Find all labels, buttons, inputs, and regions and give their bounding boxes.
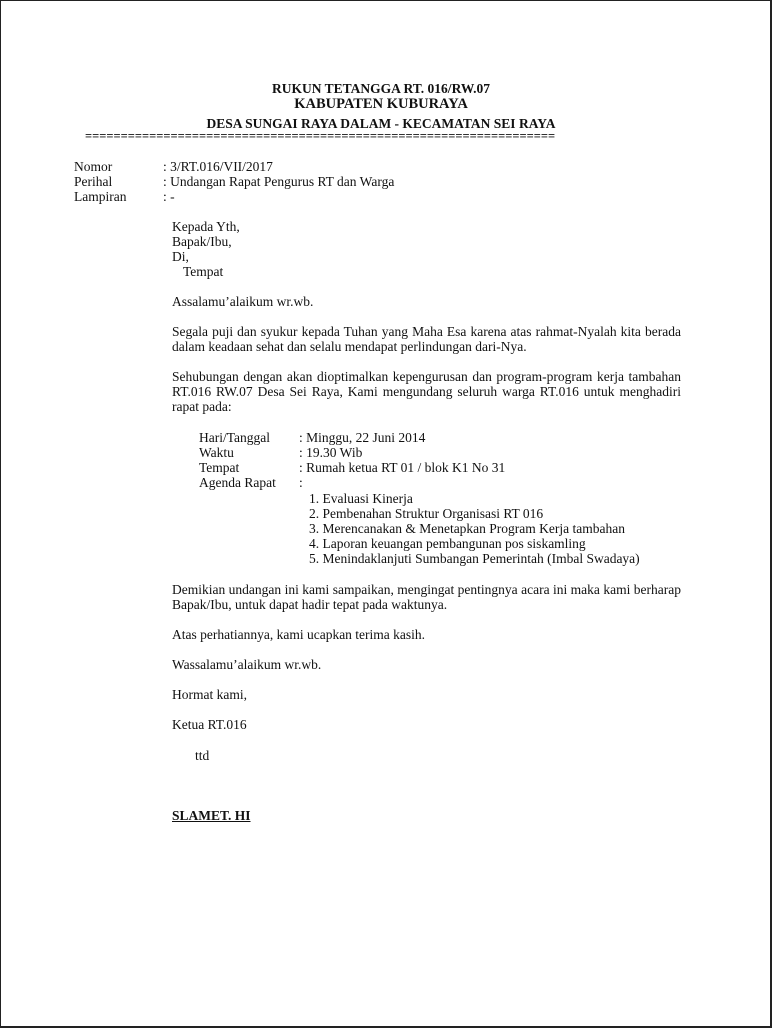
- address-line-2: Bapak/Ibu,: [172, 234, 232, 249]
- lampiran-label: Lampiran: [74, 189, 127, 204]
- agenda-colon: :: [299, 475, 303, 490]
- address-line-3: Di,: [172, 249, 189, 264]
- address-line-4: Tempat: [183, 264, 224, 279]
- lampiran-value: : -: [163, 189, 175, 204]
- signature-mark: ttd: [195, 748, 210, 763]
- nomor-label: Nomor: [74, 159, 113, 174]
- event-date-label: Hari/Tanggal: [199, 430, 271, 445]
- closing-greeting: Wassalamu’alaikum wr.wb.: [172, 657, 322, 672]
- paragraph-closing: Demikian undangan ini kami sampaikan, mengingat pentingnya acara ini maka kami berharap Bapak/Ibu, untuk dapat hadir tepat pada waktunya.: [172, 582, 681, 612]
- agenda-item-1: 1. Evaluasi Kinerja: [309, 491, 413, 506]
- event-place-label: Tempat: [199, 460, 240, 475]
- perihal-value: : Undangan Rapat Pengurus RT dan Warga: [163, 174, 395, 189]
- event-place-value: : Rumah ketua RT 01 / blok K1 No 31: [299, 460, 506, 475]
- agenda-item-4: 4. Laporan keuangan pembangunan pos siskamling: [309, 536, 586, 551]
- letterhead-line-2: KABUPATEN KUBURAYA: [294, 96, 468, 112]
- agenda-item-3: 3. Merencanakan & Menetapkan Program Kerja tambahan: [309, 521, 625, 536]
- nomor-value: : 3/RT.016/VII/2017: [163, 159, 273, 174]
- thanks-line: Atas perhatiannya, kami ucapkan terima kasih.: [172, 627, 426, 642]
- letterhead-line-3: DESA SUNGAI RAYA DALAM - KECAMATAN SEI RAYA: [206, 116, 556, 131]
- opening-greeting: Assalamu’alaikum wr.wb.: [172, 294, 314, 309]
- agenda-item-2: 2. Pembenahan Struktur Organisasi RT 016: [309, 506, 544, 521]
- signer-position: Ketua RT.016: [172, 717, 247, 732]
- regards-line: Hormat kami,: [172, 687, 247, 702]
- letterhead-line-1: RUKUN TETANGGA RT. 016/RW.07: [272, 81, 490, 96]
- letterhead-divider: ==================================================================: [85, 130, 556, 143]
- agenda-item-5: 5. Menindaklanjuti Sumbangan Pemerintah (Imbal Swadaya): [309, 551, 640, 566]
- paragraph-invitation: Sehubungan dengan akan dioptimalkan kepengurusan dan program-program kerja tambahan RT.016 RW.07 Desa Sei Raya, Kami mengundang seluruh warga RT.016 untuk menghadiri rapat pada:: [172, 369, 681, 414]
- agenda-label: Agenda Rapat: [199, 475, 276, 490]
- paragraph-opening: Segala puji dan syukur kepada Tuhan yang Maha Esa karena atas rahmat-Nyalah kita berada dalam keadaan sehat dan selalu mendapat perlindungan dari-Nya.: [172, 324, 681, 354]
- event-date-value: : Minggu, 22 Juni 2014: [299, 430, 426, 445]
- signer-name: SLAMET. HI: [172, 808, 251, 823]
- event-time-value: : 19.30 Wib: [299, 445, 363, 460]
- event-time-label: Waktu: [199, 445, 234, 460]
- address-line-1: Kepada Yth,: [172, 219, 240, 234]
- perihal-label: Perihal: [74, 174, 113, 189]
